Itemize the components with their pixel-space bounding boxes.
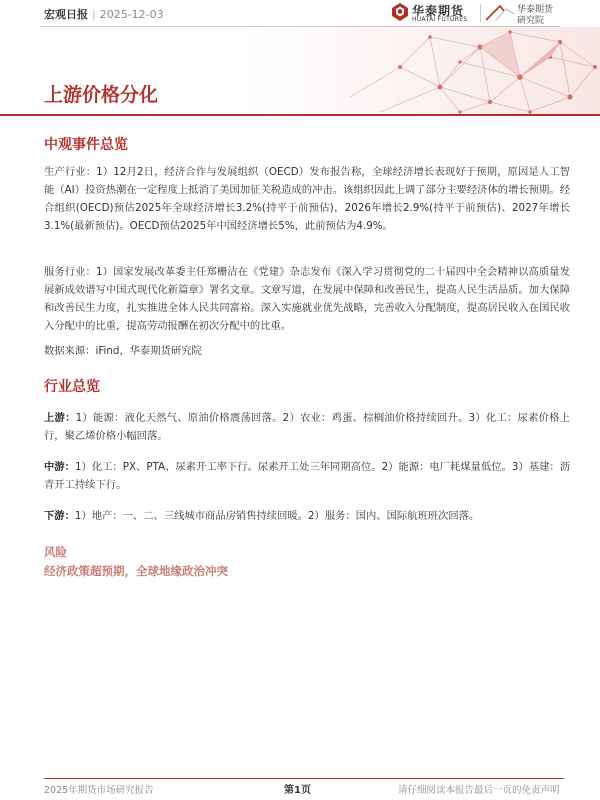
research-logo-icon <box>486 3 514 21</box>
risk-text: 经济政策超预期，全球地缘政治冲突 <box>44 564 228 578</box>
industry-label: 中游： <box>44 461 75 473</box>
report-header <box>0 0 600 26</box>
industry-section-title: 行业总览 <box>44 379 100 395</box>
footer-rule <box>44 778 564 779</box>
event-paragraph: 服务行业：1）国家发展改革委主任郑栅洁在《党建》杂志发布《深入学习贯彻党的二十届四中全会精神以高质量发展新成效谱写中国式现代化新篇章》署名文章。文章写道，在发展中保障和改善民生，提高人民生活品质。加大保障和改善民生力度，扎实推进全体人民共同富裕。深入实施就业优先战略，完善收入分配制度，提高居民收入在国民收入分配中的比重，提高劳动报酬在初次分配中的比重。 <box>44 266 570 332</box>
industry-text: 1）能源：液化天然气、原油价格震荡回落。2）农业：鸡蛋、棕榈油价格持续回升。3）化工：尿素价格上行，聚乙烯价格小幅回落。 <box>44 412 571 442</box>
risk-title: 风险 <box>44 545 67 559</box>
industry-label: 下游： <box>44 510 75 522</box>
title-accent-line <box>0 114 600 116</box>
logo-divider <box>480 4 481 22</box>
logo-en-text: HUATAI FUTURES <box>412 16 468 23</box>
page-number: 第1页 <box>284 785 311 796</box>
huatai-futures-logo <box>392 2 478 24</box>
network-pattern-icon <box>320 27 600 115</box>
research-institute-logo <box>486 2 566 24</box>
footer-report-name: 2025年期货市场研究报告 <box>44 785 154 796</box>
industry-text: 1）地产：一、二、三线城市商品房销售持续回暖。2）服务：国内、国际航班班次回落。 <box>74 510 480 522</box>
report-date: 2025-12-03 <box>99 8 164 21</box>
industry-text: 1）化工：PX、PTA、尿素开工率下行。尿素开工处三年同期高位。2）能源：电厂耗煤量低位。3）基建：沥青开工持续下行。 <box>44 461 570 491</box>
disclaimer-note: 请仔细阅读本报告最后一页的免责声明 <box>398 785 560 796</box>
events-section-title: 中观事件总览 <box>44 137 128 153</box>
industry-label: 上游： <box>44 412 76 424</box>
industry-upstream <box>44 409 570 445</box>
research-logo-line2: 研究院 <box>517 16 545 26</box>
event-paragraph: 生产行业：1）12月2日，经济合作与发展组织（OECD）发布报告称，全球经济增长表现好于预期，原因是人工智能（AI）投资热潮在一定程度上抵消了美国加征关税造成的冲击。该组织因此上调了部分主要经济体的增长预期。经合组织(OECD)预估2025年全球经济增长3.2%(持平于前预估)，2026年增长2.9%(持平于前预估)、2027年增长3.1%(最新预估)。OECD预估2025年中国经济增长5%，此前预估为4.9%。 <box>44 166 570 232</box>
page-title: 上游价格分化 <box>44 84 159 106</box>
huatai-logo-icon <box>392 3 408 21</box>
research-logo-line1: 华泰期货 <box>517 5 554 15</box>
logo-cn-text: 华泰期货 <box>412 4 465 18</box>
report-type: 宏观日报 <box>44 8 88 21</box>
report-meta <box>44 6 164 22</box>
header-separator: | <box>92 8 96 21</box>
data-source-note: 数据来源：iFind，华泰期货研究院 <box>44 345 202 357</box>
industry-downstream <box>44 507 570 525</box>
industry-midstream <box>44 458 570 494</box>
